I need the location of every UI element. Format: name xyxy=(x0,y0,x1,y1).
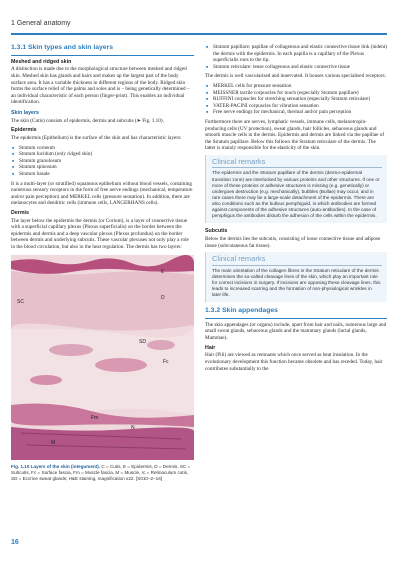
figure-label: M xyxy=(51,439,56,446)
list-item: ■ MEISSNER tactile corpuscles for touch (especially Stratum papillare) xyxy=(213,90,387,97)
left-column xyxy=(11,44,194,481)
list-item: ■ Stratum corneum xyxy=(19,145,194,152)
list-item: ■ Free nerve endings for mechanical, thermal and/or pain perception xyxy=(213,109,387,116)
header-rule xyxy=(11,33,387,35)
figure-caption-text: C = Cutis, E = Epidermis, D = Dermis, SC = Subcutis, Fc = Surface fascia, Fm = Muscle fascia, M = Muscle, rc = Retinaculum cutis, SD = Eccrine sweat glands; H&E staining, magnification x22. [S010–2–16] xyxy=(11,463,191,481)
list-item: ■ MERKEL cells for pressure sensation xyxy=(213,83,387,90)
receptor-list xyxy=(205,83,387,116)
clinical-remarks-text: The main orientation of the collagen fibres in the Stratum reticulare of the dermis determines the so-called cleavage lines of the skin, which play an important role for correct incisions in surgery. If incisions are opposing these cleavage lines, this leads to increased scarring and the formation of non-physiological wrinkles in later life. xyxy=(212,267,381,298)
skin-histology-figure xyxy=(11,255,194,460)
appendages-text: The skin appendages (or organs) include, apart from hair and nails, numerous large and small sweat glands, sebaceous glands and the mammary glands (lactal glands, Mammae). xyxy=(205,321,387,342)
epidermis-list xyxy=(11,145,194,178)
layers-text: The skin (Cutis) consists of epidermis, dermis and subcutis (➤ Fig. 1.10). xyxy=(11,117,164,124)
meshed-text: A distinction is made due to the morphological structure between meshed and ridged skin. Meshed skin has glands and hairs and makes up the largest part of the body surface area. It has a variable thickness in different regions of the body. Ridged skin forms the surface relief of the palms and soles and is – being genetically determined – an individual characteristic of each person (finger-print). This enables an individual identification. xyxy=(11,66,190,106)
dermis-heading: Dermis xyxy=(11,209,29,216)
figure-label: SD xyxy=(139,338,146,345)
meshed-heading: Meshed and ridged skin xyxy=(11,58,72,65)
subcutis-text: Below the dermis lies the subcutis, consisting of loose connective tissue and adipose tissue (subcutaneous fat tissue). xyxy=(205,236,381,249)
hair-heading: Hair xyxy=(205,344,216,351)
list-item: ■ Stratum papillare: papillae of collagenous and elastic connective tissue link (indent) the dermis with the epidermis. In each papilla is a capillary of the Plexus superficialis runs to the tip. xyxy=(213,44,387,64)
section-title-skin-appendages: 1.3.2 Skin appendages xyxy=(205,307,387,319)
page-number: 16 xyxy=(11,539,19,546)
list-item: ■ RUFFINI corpuscles for stretching sensation (especially Stratum reticulare) xyxy=(213,96,387,103)
figure-label: SC xyxy=(17,298,24,305)
figure-caption-title: Fig. 1.10 Layers of the skin (integument). xyxy=(11,463,101,469)
clinical-remarks-heading: Clinical remarks xyxy=(212,157,382,169)
list-item: ■ Stratum basale xyxy=(19,171,194,178)
list-item: ■ Stratum lucidum (only ridged skin) xyxy=(19,151,194,158)
dermis-text-3: Furthermore there are nerves, lymphatic vessels, immune cells, melanotropin-producing cells (UV protection), sweat glands, hair follicles, sebaceous glands and smooth muscle cells in the dermis. Epidermis and dermis are linked via the papillae of the Stratum papillare. Below this follows the Stratum reticulare of the dermis. The latter is mainly responsible for the elasticity of the skin. xyxy=(205,118,385,152)
epidermis-heading: Epidermis xyxy=(11,127,37,134)
figure-label: E xyxy=(161,268,165,275)
figure-label: N xyxy=(131,424,135,431)
clinical-remarks-box-2 xyxy=(205,252,387,302)
clinical-remarks-text: The epidermis and the Stratum papillare of the dermis (dermo-epidermal transition zone) are interlocked by various proteins and other structures. If one or more of these proteins or adhesive structures is missing (e.g. genetically) or undergoes destruction (e.g. mechanically), bubbles (Bullae) may occur, and in rare cases there may be a large-scale detachment of the epidermis. There are also conditions such as the bullous pemphigoid, in which antibodies are formed against components of the adhesive structures (auto-antibodies). In the case of pemphigus the antibodies disturb the adhesion of the cells within the epidermis. xyxy=(212,170,380,219)
figure-label: Fc xyxy=(163,358,169,365)
section-title-skin-types: 1.3.1 Skin types and skin layers xyxy=(11,44,194,56)
epidermis-text: The epidermis (Epithelium) is the surface of the skin and has characteristic layers: xyxy=(11,134,182,141)
hair-text: Hair (Pili) are viewed as remnants which once served as heat insulation. In the evolutionary development this function became obsolete and has receded. Today, hair contributes substantially to the xyxy=(205,352,383,372)
epidermis-text-2: It is a multi-layer (or stratified) squamous epithelium without blood vessels, containing numerous sensory receptors in the form of free nerve endings (mechanical, temperature and/or pain perception) and MERKEL cells (pressure sensation). In addition, there are melanocytes and dendritic cells (immune cells, LANGERHANS cells). xyxy=(11,180,193,207)
clinical-remarks-heading: Clinical remarks xyxy=(212,254,382,266)
list-item: ■ VATER-PACINI corpuscles for vibration sensation xyxy=(213,103,387,110)
subcutis-heading: Subcutis xyxy=(205,228,228,235)
dermis-text-2: The dermis is well vascularised and innervated. It houses various specialised receptors: xyxy=(205,73,386,80)
list-item: ■ Stratum reticulare: tense collagenous and elastic connective tissue xyxy=(213,64,387,71)
dermis-list xyxy=(205,44,387,70)
list-item: ■ Stratum granulosum xyxy=(19,158,194,165)
figure-label: Fm xyxy=(91,414,99,421)
histology-image xyxy=(11,255,194,460)
dermis-text: The layer below the epidermis the dermis (or Corium), is a layer of connective tissue with a superficial capillary plexus (Plexus superficialis) on the border between the epidermis and dermis and a deep vascular plexus (Plexus profundus) on the border between dermis and underlying subcutis. These vascular plexuses not only play a role in the blood circulation, but also in the heat regulation. The dermis has two layers: xyxy=(11,217,189,250)
figure-label: D xyxy=(161,294,165,301)
figure-caption xyxy=(11,464,194,482)
running-header: 1 General anatomy xyxy=(11,20,71,27)
list-item: ■ Stratum spinosum xyxy=(19,164,194,171)
layers-heading: Skin layers xyxy=(11,109,39,116)
right-column xyxy=(205,44,387,375)
clinical-remarks-box-1 xyxy=(205,155,387,223)
